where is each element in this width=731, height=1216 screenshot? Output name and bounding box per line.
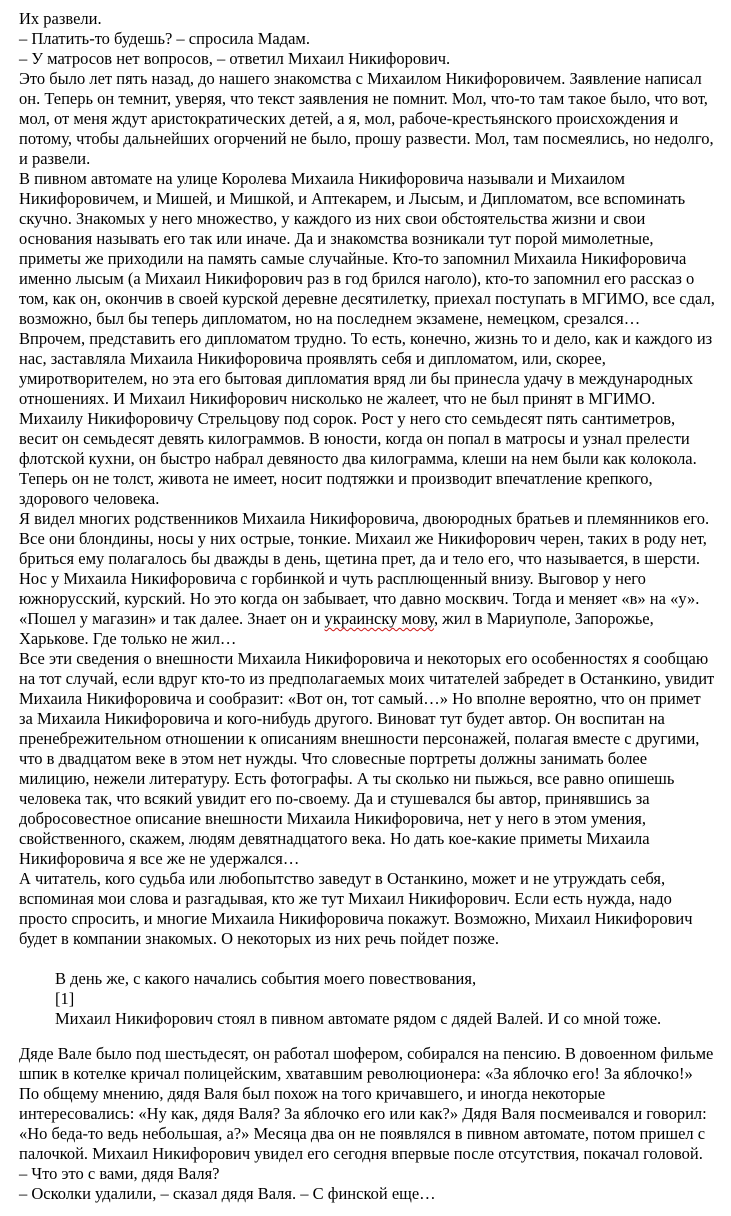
paragraph: Впрочем, представить его дипломатом трудно. То есть, конечно, жизнь то и дело, как и каждого из нас, заставляла Михаила Никифоровича проявлять себя и дипломатом, или, скорее, умиротворителем, но эта его бытовая дипломатия вряд ли бы принесла удачу в международных отношениях. И Михаил Никифорович нисколько не жалеет, что не был принят в МГИМО. xyxy=(19,329,713,408)
paragraph: А читатель, кого судьба или любопытство заведут в Останкино, может и не утруждать себя, вспоминая мои слова и разгадывая, кто же тут Михаил Никифорович. Если есть нужда, надо просто спросить, и многие Михаила Никифоровича покажут. Возможно, Михаил Никифорович будет в компании знакомых. О некоторых из них речь пойдет позже. xyxy=(19,869,693,948)
paragraph: Михаилу Никифоровичу Стрельцову под сорок. Рост у него сто семьдесят пять сантиметров, весит он семьдесят девять килограммов. В юности, когда он попал в матросы и узнал прелести флотской кухни, он быстро набрал девяносто два килограмма, клеши на нем были как колокола. Теперь он не толст, живота не имеет, носит подтяжки и производит впечатление крепкого, здорового человека. xyxy=(19,409,697,508)
paragraph-text: Я видел многих родственников Михаила Никифоровича, двоюродных братьев и племянников его. Все они блондины, носы у них острые, тонкие. Михаил же Никифорович черен, таких в роду нет, бриться ему полагалось бы дважды в день, щетина прет, да и тело его, что называется, в шерсти. Нос у Михаила Никифоровича с горбинкой и чуть расплющенный внизу. Выговор у него южнорусский, курский. Но это когда он забывает, что давно москвич. Тогда и меняет «в» на «у». «Пошел у магазин» и так далее. Знает он и xyxy=(19,509,710,628)
paragraph: Дяде Вале было под шестьдесят, он работал шофером, собирался на пенсию. В довоенном фильме шпик в котелке кричал полицейским, хватавшим революционера: «За яблочко его! За яблочко!» По общему мнению, дядя Валя был похож на того кричавшего, и иногда некоторые интересовались: «Ну как, дядя Валя? За яблочко его или как?» Дядя Валя посмеивался и говорил: «Но беда-то ведь небольшая, а?» Месяца два он не появлялся в пивном автомате, потом пришел с палочкой. Михаил Никифорович увидел его сегодня впервые после отсутствия, покачал головой. xyxy=(19,1044,714,1163)
misspelled-phrase: украинску мову xyxy=(324,609,435,628)
dialogue-line: – Осколки удалили, – сказал дядя Валя. – С финской еще… xyxy=(19,1184,436,1203)
paragraph: В пивном автомате на улице Королева Михаила Никифоровича называли и Михаилом Никифоровичем, и Мишей, и Мишкой, и Аптекарем, и Лысым, и Дипломатом, все вспоминать скучно. Знакомых у него множество, у каждого из них свои обстоятельства жизни и свои основания называть его так или иначе. Да и знакомства возникали тут порой мимолетные, приметы же приходили на память самые случайные. Кто-то запомнил Михаила Никифоровича именно лысым (а Михаил Никифорович раз в год брился наголо), кто-то запомнил его рассказ о том, как он, окончив в своей курской деревне десятилетку, приехал поступать в МГИМО, все сдал, возможно, был бы теперь дипломатом, но на последнем экзамене, немецком, срезался… xyxy=(19,169,715,328)
dialogue-line: – Платить-то будешь? – спросила Мадам. xyxy=(19,29,310,48)
paragraph: Их развели. xyxy=(19,9,102,28)
inset-line: В день же, с какого начались события моего повествования, xyxy=(55,969,477,988)
dialogue-line: – У матросов нет вопросов, – ответил Михаил Никифорович. xyxy=(19,49,451,68)
inset-line: Михаил Никифорович стоял в пивном автомате рядом с дядей Валей. И со мной тоже. xyxy=(55,1009,662,1028)
paragraph: Это было лет пять назад, до нашего знакомства с Михаилом Никифоровичем. Заявление написал он. Теперь он темнит, уверяя, что текст заявления не помнит. Мол, что-то там такое было, что вот, мол, от меня ждут аристократических детей, а я, мол, рабоче-крестьянского происхождения и потому, чтобы дальнейших огорчений не было, прошу развести. Мол, там посмеялись, но недолго, и развели. xyxy=(19,69,714,168)
paragraph xyxy=(19,509,715,649)
inset-passage xyxy=(19,969,715,1029)
dialogue-line: – Что это с вами, дядя Валя? xyxy=(19,1164,220,1183)
paragraph: Все эти сведения о внешности Михаила Никифоровича и некоторых его особенностях я сообщаю на тот случай, если вдруг кто-то из предполагаемых моих читателей забредет в Останкино, увидит Михаила Никифоровича и сообразит: «Вот он, тот самый…» Но вполне вероятно, что он примет за Михаила Никифоровича и кого-нибудь другого. Виноват тут будет автор. Он воспитан на пренебрежительном отношении к описаниям внешности персонажей, полагая вместе с другими, что в двадцатом веке в этом нет нужды. Что словесные портреты должны занимать более милицию, нежели литературу. Есть фотографы. А ты сколько ни пыжься, все равно опишешь человека так, что всякий увидит его по-своему. Да и стушевался бы автор, принявшись за добросовестное описание внешности Михаила Никифоровича, нет у него в этом умения, свойственного, скажем, людям девятнадцатого века. Но дать кое-какие приметы Михаила Никифоровича я все же не удержался… xyxy=(19,649,715,868)
paragraph-text: , жил в Мариуполе, Запорожье, Харькове. Где только не жил… xyxy=(19,609,654,648)
footnote-marker: [1] xyxy=(55,989,75,1008)
